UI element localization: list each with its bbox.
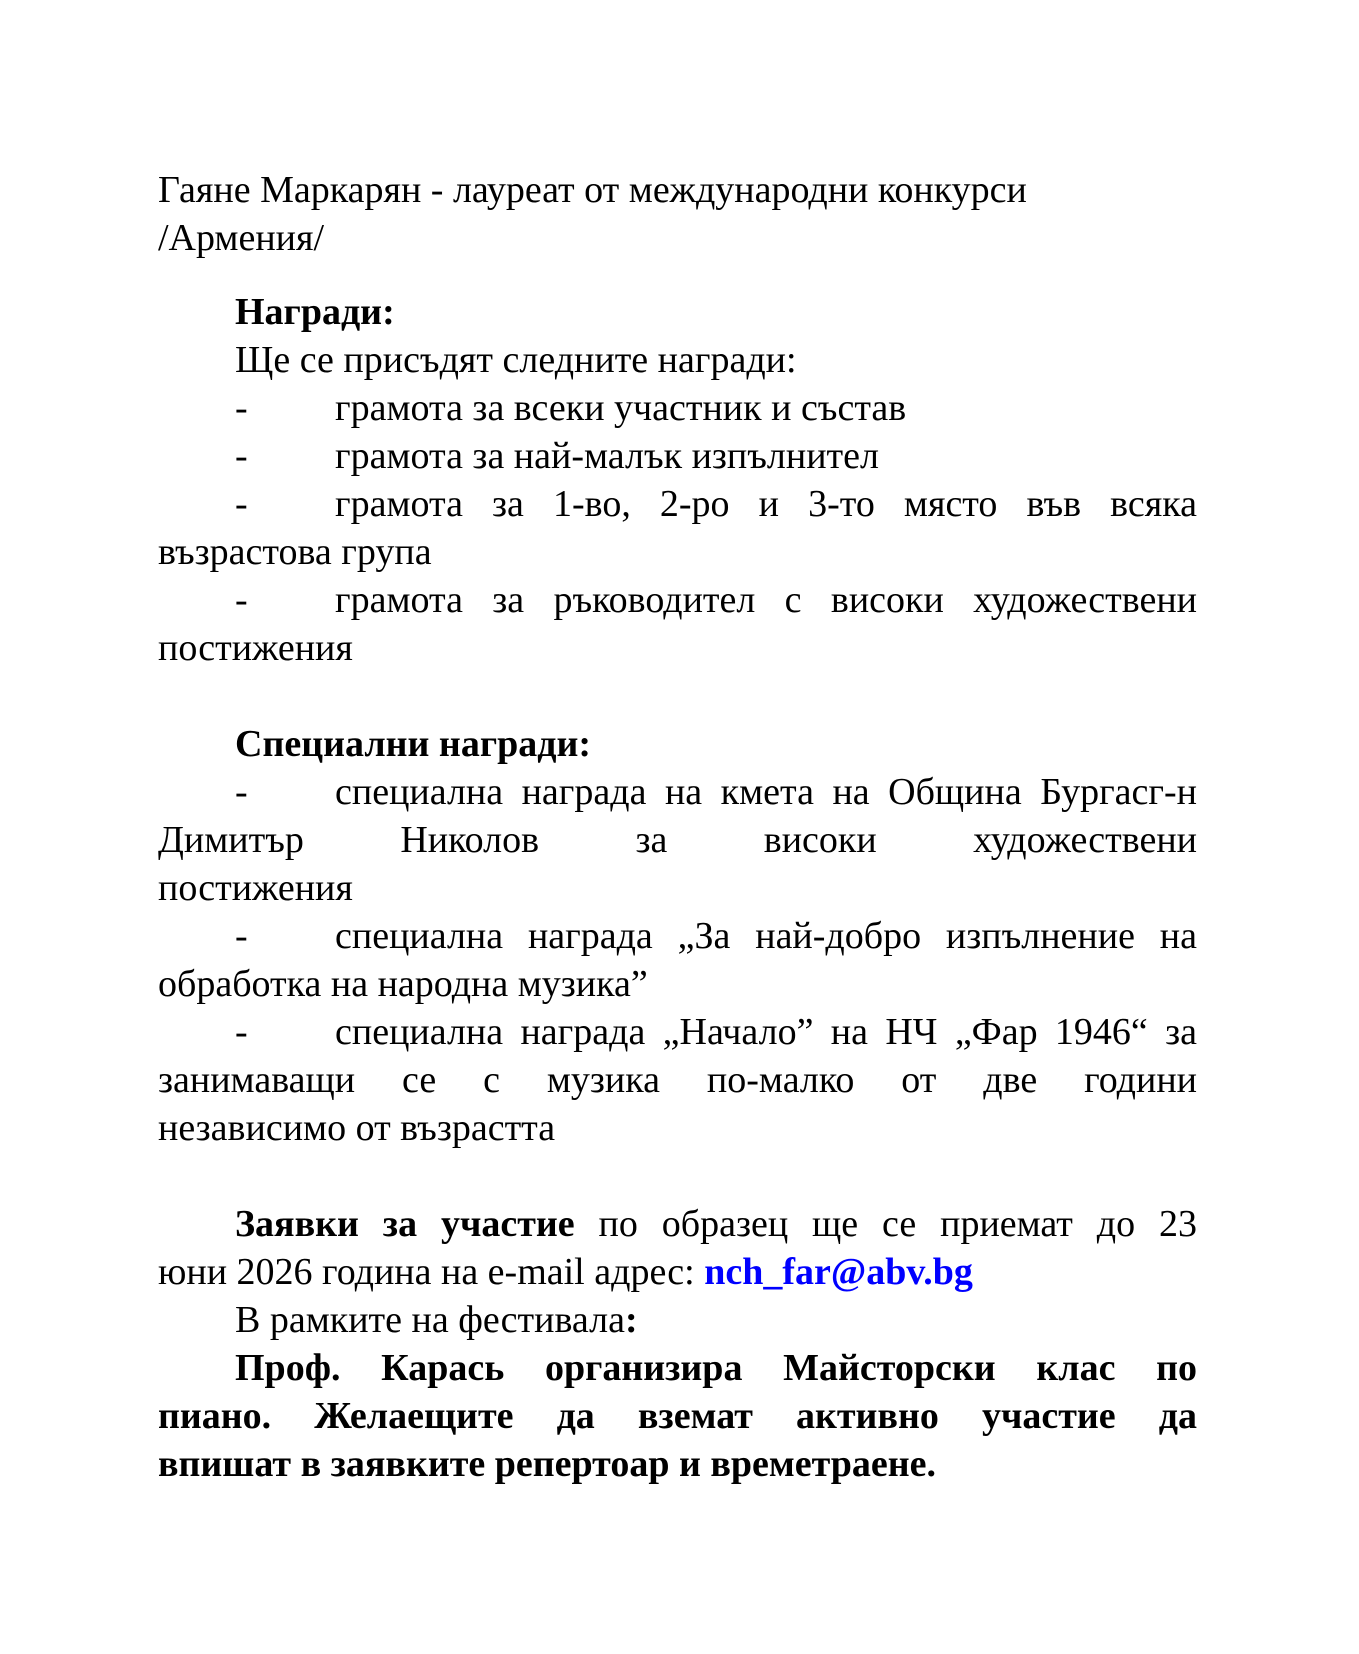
text-run: по образец ще се приемат до 23 (574, 1203, 1197, 1245)
text-run: В рамките на фестивала (235, 1299, 625, 1341)
text-line (158, 214, 1197, 262)
text-line (158, 1104, 1197, 1152)
text-line (158, 576, 1197, 624)
text-run: грамота за ръководител с високи художествени (335, 579, 1197, 621)
bullet-dash: - (235, 483, 248, 525)
text-line (158, 1008, 1197, 1056)
text-run: впишат в заявките репертоар и времетраене. (158, 1443, 937, 1485)
text-run: : (624, 1299, 638, 1341)
bullet-dash: - (235, 915, 248, 957)
text-run: Ще се присъдят следните награди: (235, 339, 797, 381)
bullet-dash: - (235, 771, 248, 813)
text-line (158, 1200, 1197, 1248)
text-line (158, 1392, 1197, 1440)
text-run: Проф. Карась организира Майсторски клас по (235, 1347, 1197, 1389)
text-run: специална награда „За най-добро изпълнение на (335, 915, 1197, 957)
text-line (158, 166, 1197, 214)
text-run: специална награда на кмета на Община Бургасг-н (335, 771, 1197, 813)
bullet-dash: - (235, 387, 248, 429)
text-run: занимаващи се с музика по-малко от две години (158, 1059, 1197, 1101)
text-line (158, 1056, 1197, 1104)
bullet-dash: - (235, 579, 248, 621)
text-run: грамота за 1-во, 2-ро и 3-то място във всяка (335, 483, 1197, 525)
text-run: Гаяне Маркарян - лауреат от международни конкурси (158, 169, 1027, 211)
blank-line (158, 1152, 1197, 1200)
text-line (158, 432, 1197, 480)
text-run: специална награда „Начало” на НЧ „Фар 1946“ за (335, 1011, 1197, 1053)
text-line (158, 1440, 1197, 1488)
text-run: независимо от възрастта (158, 1107, 556, 1149)
text-run: Награди: (235, 291, 395, 333)
text-line (158, 1344, 1197, 1392)
bullet-dash: - (235, 435, 248, 477)
text-line (158, 912, 1197, 960)
text-run: възрастова група (158, 531, 432, 573)
text-line (158, 336, 1197, 384)
text-line (158, 624, 1197, 672)
bullet-text (335, 576, 1197, 624)
bullet-dash: - (235, 1011, 248, 1053)
text-line (158, 288, 1197, 336)
text-line (158, 960, 1197, 1008)
text-line (158, 720, 1197, 768)
text-run: постижения (158, 627, 353, 669)
email-link[interactable]: nch_far@abv.bg (704, 1251, 973, 1293)
text-run: пиано. Желаещите да вземат активно участие да (158, 1395, 1197, 1437)
text-run: Димитър Николов за високи художествени (158, 819, 1197, 861)
text-run: Заявки за участие (235, 1203, 575, 1245)
text-run: постижения (158, 867, 353, 909)
text-line (158, 480, 1197, 528)
bullet-text (335, 432, 1197, 480)
text-run: грамота за всеки участник и състав (335, 387, 907, 429)
document-content (158, 166, 1197, 1488)
text-line (158, 528, 1197, 576)
bullet-text (335, 480, 1197, 528)
text-line (158, 864, 1197, 912)
text-run: грамота за най-малък изпълнител (335, 435, 879, 477)
text-run: Специални награди: (235, 723, 591, 765)
text-line (158, 768, 1197, 816)
text-run: обработка на народна музика” (158, 963, 648, 1005)
bullet-text (335, 1008, 1197, 1056)
text-line (158, 1296, 1197, 1344)
bullet-text (335, 912, 1197, 960)
bullet-text (335, 384, 1197, 432)
text-line (158, 1248, 1197, 1296)
bullet-text (335, 768, 1197, 816)
text-run: /Армения/ (158, 217, 325, 259)
text-line (158, 816, 1197, 864)
text-line (158, 384, 1197, 432)
blank-line (158, 672, 1197, 720)
text-run: юни 2026 година на e-mail адрес: (158, 1251, 705, 1293)
